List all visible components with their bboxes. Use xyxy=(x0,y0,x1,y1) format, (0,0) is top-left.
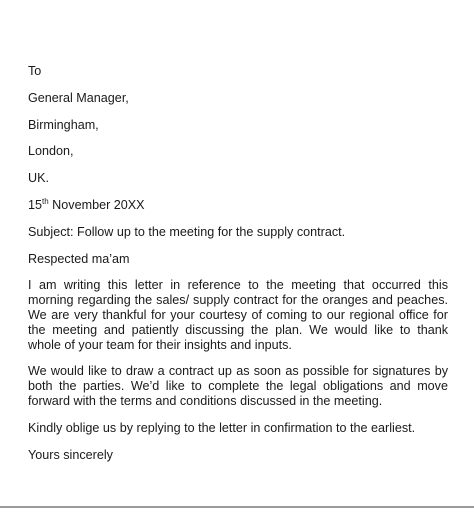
address-line-country: UK. xyxy=(28,171,49,186)
recipient-line: General Manager, xyxy=(28,90,129,105)
address-line-city: Birmingham, xyxy=(28,117,99,132)
date-suffix: th xyxy=(42,196,49,206)
address-line-region: London, xyxy=(28,144,74,159)
date-rest: November 20XX xyxy=(48,197,145,212)
date-line xyxy=(28,198,448,213)
subject-line: Subject: Follow up to the meeting for the supply contract. xyxy=(28,224,346,239)
paragraph-3: Kindly oblige us by replying to the letter in confirmation to the earliest. xyxy=(28,420,416,435)
paragraph-1: I am writing this letter in reference to the meeting that occurred this morning regarding the sales/ supply contract for the oranges and peaches. We are very thankful for your courtesy of coming to our regional office for the meeting and patiently discussing the plan. We would like to thank whole of your team for their insights and inputs. xyxy=(28,278,448,352)
salutation-line: Respected ma’am xyxy=(28,251,130,266)
closing-line: Yours sincerely xyxy=(28,447,113,462)
to-line: To xyxy=(28,64,42,78)
letter-body xyxy=(28,64,448,474)
bottom-divider xyxy=(0,506,474,508)
date-day: 15 xyxy=(28,197,43,212)
paragraph-2: We would like to draw a contract up as soon as possible for signatures by both the parties. We’d like to complete the legal obligations and move forward with the terms and conditions discussed in the meeting. xyxy=(28,364,448,408)
